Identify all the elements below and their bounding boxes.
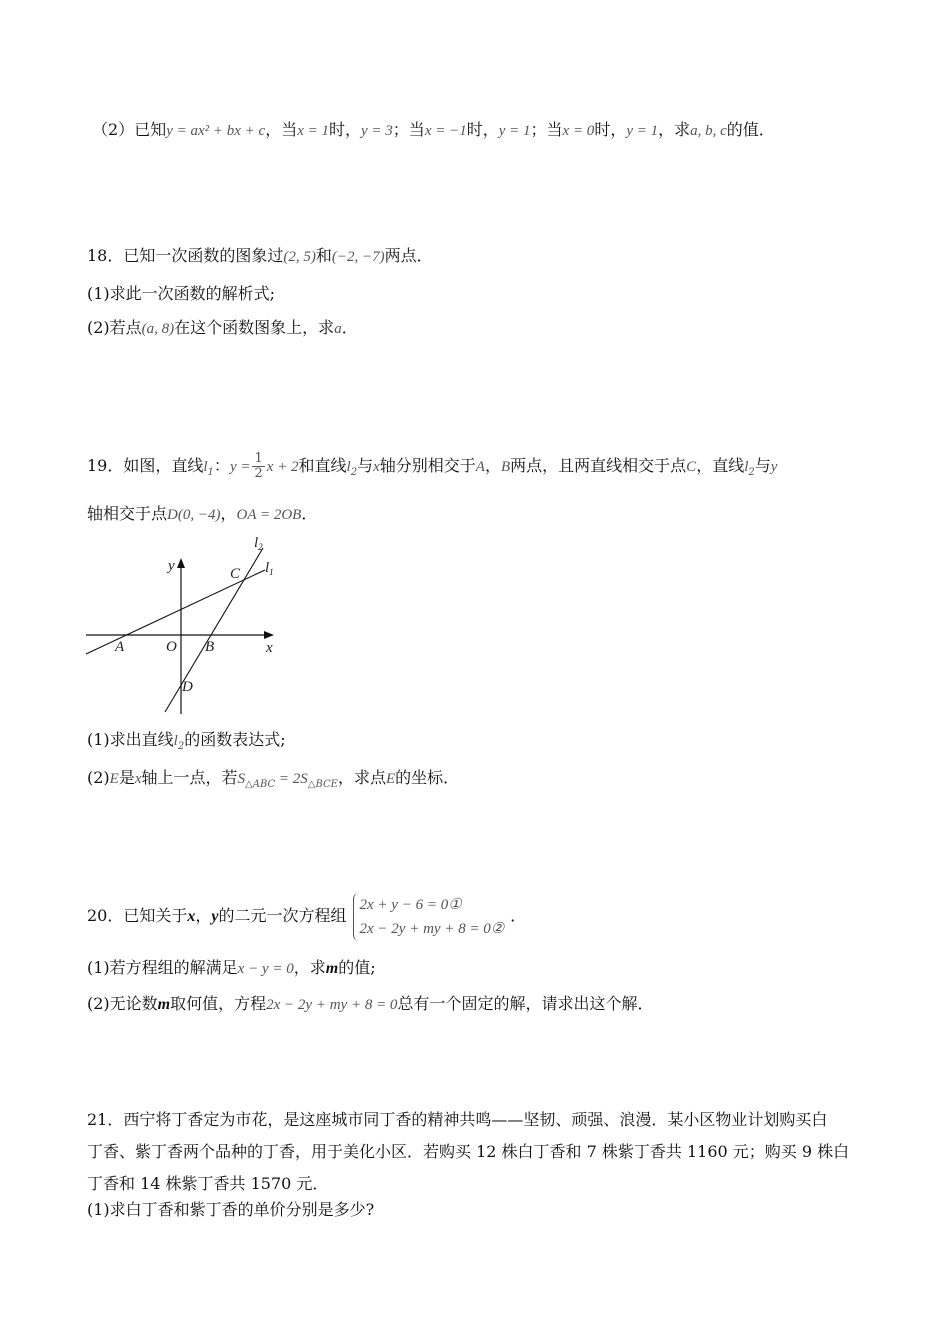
text: 的二元一次方程组 [218, 906, 347, 925]
text: 与 [357, 456, 374, 475]
text: 两点． [384, 246, 433, 265]
line-l1: l [203, 459, 208, 475]
label-B: B [205, 639, 215, 655]
text: 时， [594, 120, 627, 139]
line-l2: l [173, 733, 178, 749]
q20-part1 [87, 956, 376, 981]
text: ；当 [392, 120, 425, 139]
text: 两点，且两直线相交于点 [510, 456, 687, 475]
area-symbol: S [237, 771, 246, 787]
point: (a, 8) [141, 321, 175, 337]
text: 轴上一点，若 [141, 768, 238, 787]
line-l2 [165, 548, 263, 712]
subscript: 2 [748, 467, 755, 478]
math: x − y = 0 [237, 961, 294, 977]
line-l2: l [346, 459, 351, 475]
text: 和 [315, 246, 332, 265]
q21-line1: 21．西宁将丁香定为市花，是这座城市同丁香的精神共鸣——坚韧、顽强、浪漫．某小区物业计划购买白 [87, 1110, 828, 1129]
math: x = 1 [297, 123, 329, 139]
l1-subscript: 1 [269, 567, 274, 577]
text: ： [213, 456, 230, 475]
text: 取何值，方程 [170, 994, 267, 1013]
q19-part2 [87, 766, 459, 797]
math: y = 3 [361, 123, 393, 139]
point: (−2, −7) [331, 249, 385, 265]
text: ， [195, 906, 212, 925]
text: ，当 [265, 120, 298, 139]
variable: y [211, 908, 219, 925]
q21-part1: (1)求白丁香和紫丁香的单价分别是多少? [87, 1200, 375, 1219]
point-label: A [475, 459, 485, 475]
text: ． [510, 906, 527, 925]
text: ，求 [293, 958, 326, 977]
fraction [252, 452, 264, 481]
text: (1)求出直线 [87, 730, 174, 749]
text: 的值． [726, 120, 775, 139]
q18-part1: (1)求此一次函数的解析式; [87, 284, 276, 303]
text: 的值; [338, 958, 376, 977]
text: ，求 [658, 120, 691, 139]
text: (1)若方程组的解满足 [87, 958, 238, 977]
label-y: y [168, 558, 175, 574]
variable: a [334, 321, 342, 337]
subscript: △BCE [307, 779, 338, 790]
q21-line3: 丁香和 14 株紫丁香共 1570 元． [87, 1174, 329, 1193]
variable: x [187, 908, 196, 925]
math: a, b, c [690, 123, 727, 139]
point-label: B [500, 459, 511, 475]
q21-line2: 丁香、紫丁香两个品种的丁香，用于美化小区．若购买 12 株白丁香和 7 株紫丁香共 1160 元；购买 9 株白 [87, 1142, 850, 1161]
text: ． [341, 318, 358, 337]
text: 18．已知一次函数的图象过 [87, 246, 284, 265]
text: 轴分别相交于 [379, 456, 476, 475]
variable: m [325, 960, 339, 977]
variable: m [157, 996, 171, 1013]
label-D: D [182, 679, 193, 695]
math: x + 2 [266, 459, 299, 475]
variable: x [134, 771, 142, 787]
label-C: C [230, 566, 241, 582]
text: (2)若点 [87, 318, 142, 337]
subscript: △ABC [245, 779, 276, 790]
point: (2, 5) [283, 249, 316, 265]
equation-1: 2x + y − 6 = 0① [359, 896, 462, 913]
math-quadratic: y = ax² + bx + c [166, 123, 266, 139]
point-label: E [109, 771, 119, 787]
subscript: 2 [177, 741, 185, 752]
text: ，求点 [337, 768, 386, 787]
l2-subscript: 2 [258, 542, 263, 552]
equation-system [353, 893, 505, 941]
text: 与 [754, 456, 771, 475]
text: 19．如图，直线 [87, 456, 204, 475]
text: ． [301, 504, 318, 523]
text: 时， [329, 120, 362, 139]
label-l2 [254, 535, 263, 552]
q18-stem [87, 244, 433, 269]
text: 轴相交于点 [87, 504, 168, 523]
text: 是 [118, 768, 135, 787]
variable: x [373, 459, 380, 475]
text: (2) [87, 768, 110, 787]
text: ， [220, 504, 237, 523]
text: 在这个函数图象上，求 [174, 318, 335, 337]
fraction-denominator: 2 [254, 466, 263, 481]
text: ，直线 [696, 456, 745, 475]
fraction-numerator: 1 [254, 451, 263, 466]
math: OA = 2OB [236, 507, 302, 523]
point: D(0, −4) [167, 507, 221, 523]
text: 的函数表达式; [184, 730, 286, 749]
text: ；当 [530, 120, 563, 139]
label-l1 [265, 560, 274, 577]
y-axis-arrow [177, 558, 185, 568]
subscript: 2 [350, 467, 358, 478]
q19-part1 [87, 728, 286, 759]
math: y = [229, 459, 251, 475]
math: = 2S [275, 771, 308, 787]
text: ， [484, 456, 501, 475]
q17-part2 [92, 118, 775, 143]
point-label: E [385, 771, 396, 787]
text: 时， [466, 120, 499, 139]
math: x = −1 [424, 123, 467, 139]
variable: y [770, 459, 778, 475]
x-axis-arrow [264, 631, 274, 639]
q20-part2 [87, 992, 653, 1017]
math: y = 1 [498, 123, 531, 139]
q19-stem-line2 [87, 502, 317, 527]
math: 2x − 2y + my + 8 = 0 [266, 997, 398, 1013]
equation-2: 2x − 2y + my + 8 = 0② [359, 920, 505, 937]
math: y = 1 [626, 123, 659, 139]
l2-letter: l [254, 535, 259, 551]
q19-graph [80, 534, 290, 719]
text: 20．已知关于 [87, 906, 188, 925]
q18-part2 [87, 316, 358, 341]
point-label: C [686, 459, 697, 475]
part-number: （2） [92, 120, 135, 139]
label-A: A [115, 639, 125, 655]
math: x = 0 [562, 123, 595, 139]
label-x: x [266, 640, 273, 656]
text: 的坐标． [395, 768, 460, 787]
q20-stem [87, 890, 526, 943]
text: 总有一个固定的解，请求出这个解． [397, 994, 654, 1013]
label-O: O [166, 639, 177, 655]
q19-stem-line1 [87, 452, 777, 485]
subscript: 1 [207, 467, 214, 478]
text: 已知 [134, 120, 167, 139]
l1-letter: l [265, 560, 270, 576]
line-l2: l [744, 459, 749, 475]
text: (2)无论数 [87, 994, 158, 1013]
text: 和直线 [298, 456, 347, 475]
